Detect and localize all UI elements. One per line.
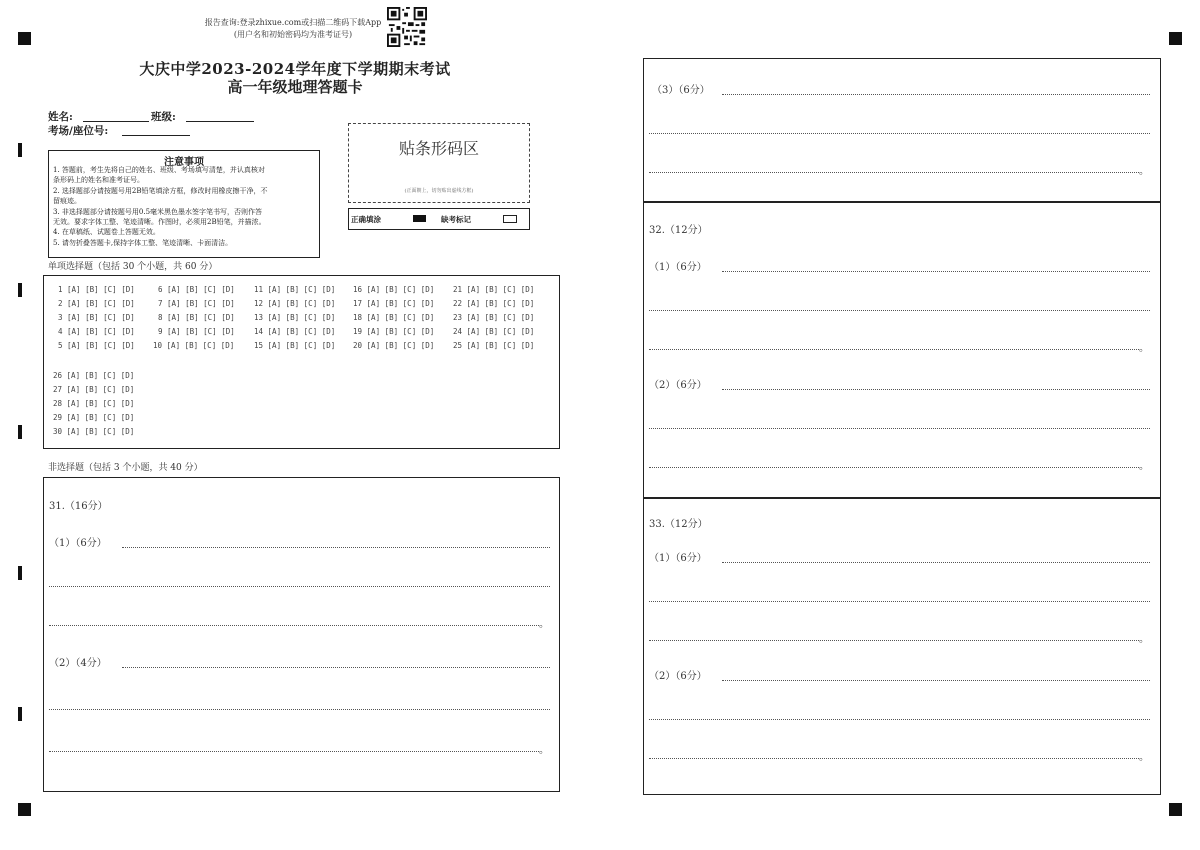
mcq-item[interactable]: 7 [A] [B] [C] [D] (158, 299, 235, 308)
q32-part2-label: （2）（6分） (649, 380, 707, 391)
answer-line[interactable] (649, 467, 1139, 468)
barcode-title: 贴条形码区 (398, 139, 479, 158)
answer-line[interactable] (649, 601, 1150, 602)
notice-line: 2. 选择题部分请按题号用2B铅笔填涂方框，修改时用橡皮擦干净，不 (53, 186, 268, 195)
filled-box-icon (413, 215, 426, 222)
answer-line[interactable] (49, 586, 550, 587)
answer-line[interactable] (649, 719, 1150, 720)
answer-line[interactable] (722, 94, 1150, 95)
mcq-item[interactable]: 21 [A] [B] [C] [D] (453, 285, 535, 294)
mcq-item[interactable]: 1 [A] [B] [C] [D] (58, 285, 135, 294)
answer-line[interactable] (649, 428, 1150, 429)
mcq-item[interactable]: 27 [A] [B] [C] [D] (53, 385, 135, 394)
mcq-item[interactable]: 14 [A] [B] [C] [D] (254, 327, 336, 336)
end-period: 。 (539, 745, 549, 756)
q33-answer-box (643, 497, 1161, 795)
mcq-item[interactable]: 25 [A] [B] [C] [D] (453, 341, 535, 350)
name-field[interactable] (83, 121, 149, 122)
end-period: 。 (1139, 166, 1149, 177)
answer-line[interactable] (122, 667, 550, 668)
end-period: 。 (539, 619, 549, 630)
mcq-item[interactable]: 22 [A] [B] [C] [D] (453, 299, 535, 308)
answer-line[interactable] (722, 389, 1150, 390)
end-period: 。 (1139, 343, 1149, 354)
report-info-line2: (用户名和初始密码均为准考证号) (233, 30, 353, 39)
mcq-item[interactable]: 29 [A] [B] [C] [D] (53, 413, 135, 422)
answer-line[interactable] (122, 547, 550, 548)
notice-line: 条形码上的姓名和准考证号。 (53, 176, 144, 185)
mcq-item[interactable]: 17 [A] [B] [C] [D] (353, 299, 435, 308)
answer-line[interactable] (49, 751, 539, 752)
mcq-item[interactable]: 8 [A] [B] [C] [D] (158, 313, 235, 322)
q31-part3-box (643, 58, 1161, 203)
end-period: 。 (1139, 752, 1149, 763)
fill-legend (348, 208, 530, 230)
exam-subtitle: 高一年级地理答题卡 (227, 78, 363, 96)
room-seat-field[interactable] (122, 135, 190, 136)
q32-answer-box (643, 201, 1161, 499)
notice-line: 5. 请勿折叠答题卡,保持字体工整、笔迹清晰、卡面清洁。 (53, 238, 233, 247)
registration-mark (1169, 32, 1182, 45)
q32-title: 32.（12分） (649, 225, 708, 236)
mcq-item[interactable]: 5 [A] [B] [C] [D] (58, 341, 135, 350)
qr-code-icon (387, 7, 427, 47)
name-label: 姓名: (48, 111, 73, 123)
class-field[interactable] (186, 121, 254, 122)
mcq-item[interactable]: 4 [A] [B] [C] [D] (58, 327, 135, 336)
mcq-item[interactable]: 6 [A] [B] [C] [D] (158, 285, 235, 294)
registration-mark (18, 32, 31, 45)
answer-line[interactable] (722, 562, 1150, 563)
mcq-section-label: 单项选择题（包括 30 个小题，共 60 分） (48, 262, 218, 272)
mcq-item[interactable]: 16 [A] [B] [C] [D] (353, 285, 435, 294)
absent-mark-label: 缺考标记 (441, 215, 471, 224)
nonmcq-section-label: 非选择题（包括 3 个小题，共 40 分） (48, 463, 203, 473)
timing-mark (18, 143, 22, 157)
q32-part1-label: （1）（6分） (649, 262, 707, 273)
notice-body (53, 165, 315, 248)
q33-title: 33.（12分） (649, 519, 708, 530)
answer-line[interactable] (649, 349, 1139, 350)
q33-part2-label: （2）（6分） (649, 671, 707, 682)
notice-line: 4. 在草稿纸、试题卷上答题无效。 (53, 228, 160, 237)
answer-line[interactable] (649, 172, 1139, 173)
exam-title: 大庆中学2023-2024学年度下学期期末考试 (139, 60, 451, 78)
timing-mark (18, 283, 22, 297)
notice-line: 无效。要求字体工整、笔迹清晰。作图时，必须用2B铅笔，并描浓。 (53, 218, 266, 227)
mcq-item[interactable]: 12 [A] [B] [C] [D] (254, 299, 336, 308)
q31-part3-label: （3）（6分） (652, 85, 710, 96)
answer-line[interactable] (649, 133, 1150, 134)
registration-mark (18, 803, 31, 816)
q33-part1-label: （1）（6分） (649, 553, 707, 564)
mcq-answer-box (43, 275, 560, 449)
mcq-item[interactable]: 13 [A] [B] [C] [D] (254, 313, 336, 322)
timing-mark (18, 425, 22, 439)
q31-part1-label: （1）（6分） (49, 538, 107, 549)
registration-mark (1169, 803, 1182, 816)
mcq-item[interactable]: 10 [A] [B] [C] [D] (153, 341, 235, 350)
q31-part2-label: （2）（4分） (49, 658, 107, 669)
notice-line: 留痕迹。 (53, 197, 81, 206)
mcq-item[interactable]: 20 [A] [B] [C] [D] (353, 341, 435, 350)
mcq-item[interactable]: 2 [A] [B] [C] [D] (58, 299, 135, 308)
answer-line[interactable] (49, 625, 539, 626)
mcq-item[interactable]: 28 [A] [B] [C] [D] (53, 399, 135, 408)
barcode-area[interactable] (348, 123, 530, 203)
timing-mark (18, 566, 22, 580)
end-period: 。 (1139, 634, 1149, 645)
q31-title: 31.（16分） (49, 501, 108, 512)
answer-line[interactable] (649, 758, 1139, 759)
mcq-item[interactable]: 3 [A] [B] [C] [D] (58, 313, 135, 322)
mcq-item[interactable]: 19 [A] [B] [C] [D] (353, 327, 435, 336)
answer-line[interactable] (649, 640, 1139, 641)
q31-answer-box (43, 477, 560, 792)
timing-mark (18, 707, 22, 721)
answer-line[interactable] (722, 680, 1150, 681)
mcq-item[interactable]: 18 [A] [B] [C] [D] (353, 313, 435, 322)
mcq-item[interactable]: 15 [A] [B] [C] [D] (254, 341, 336, 350)
report-info-line1: 报告查询:登录zhixue.com或扫描二维码下载App (204, 18, 382, 27)
mcq-item[interactable]: 9 [A] [B] [C] [D] (158, 327, 235, 336)
mcq-item[interactable]: 11 [A] [B] [C] [D] (254, 285, 336, 294)
answer-line[interactable] (649, 310, 1150, 311)
barcode-note: (正面朝上，切勿贴出虚线方框) (404, 188, 474, 194)
notice-line: 3. 非选择题部分请按题号用0.5毫米黑色墨水签字笔书写，否则作答 (53, 207, 263, 216)
mcq-item[interactable]: 30 [A] [B] [C] [D] (53, 427, 135, 436)
mcq-item[interactable]: 24 [A] [B] [C] [D] (453, 327, 535, 336)
end-period: 。 (1139, 461, 1149, 472)
correct-fill-label: 正确填涂 (351, 215, 381, 224)
mcq-item[interactable]: 23 [A] [B] [C] [D] (453, 313, 535, 322)
notice-title: 注意事项 (164, 157, 204, 168)
notice-box (48, 150, 320, 258)
class-label: 班级: (151, 111, 176, 123)
notice-line: 1. 答题前，考生先将自己的姓名、班级、考场填写清楚，并认真核对 (53, 166, 265, 174)
answer-line[interactable] (49, 709, 550, 710)
mcq-item[interactable]: 26 [A] [B] [C] [D] (53, 371, 135, 380)
absent-mark-checkbox[interactable] (503, 215, 517, 223)
answer-line[interactable] (722, 271, 1150, 272)
room-seat-label: 考场/座位号: (48, 125, 109, 137)
